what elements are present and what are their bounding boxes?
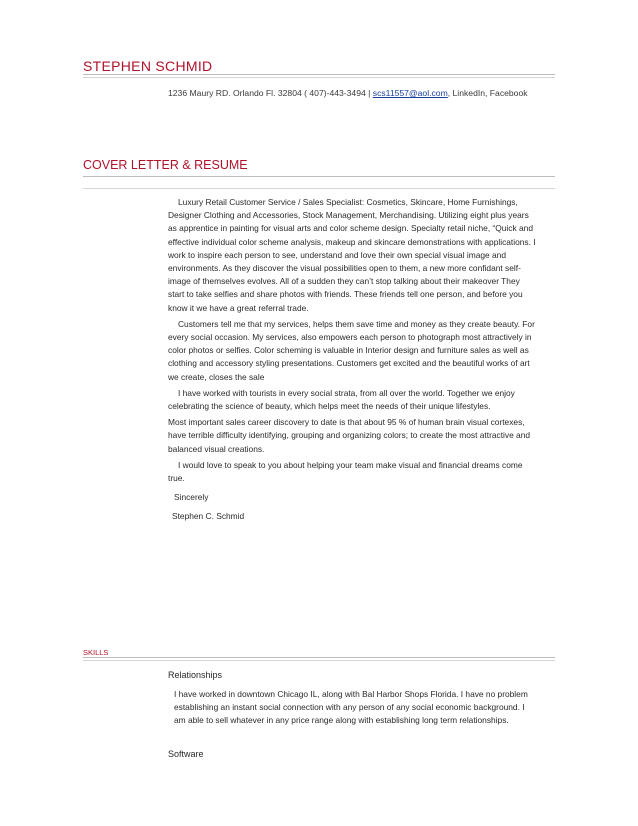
letter-paragraph: Luxury Retail Customer Service / Sales Specialist: Cosmetics, Skincare, Home Furnishings, Designer Clothing and Accessories, Stock Management, Merchandising. Utilizing eight plus years as apprentice in painting for visual arts and color scheme design. Specialty retail niche, “Quick and effective individual color scheme analysis, makeup and skincare demonstrations with applications. I work to inspire each person to see, understand and love their own special visual image and environments. As they discover the visual possibilities open to them, a new more confidant self-image of themselves evolves. All of a sudden they can’t stop talking about their makeover They start to take selfies and share photos with friends. These friends tell one person, and before you know it we have a great referral trade. [168, 197, 536, 313]
letter-paragraph: Most important sales career discovery to date is that about 95 % of human brain visual cortexes, have terrible difficulty identifying, grouping and organizing colors; to create the most attractive and balanced visual creations. [168, 417, 531, 454]
cover-letter-divider-top [83, 176, 555, 177]
header-divider-top [83, 74, 555, 75]
relationships-text: I have worked in downtown Chicago IL, along with Bal Harbor Shops Florida. I have no problem establishing an instant social connection with any person of any social economic background. I am able to sell whatever in any price range along with establishing long term relationships. [174, 689, 528, 726]
skills-divider-top [83, 657, 555, 658]
contact-address: 1236 Maury RD. Orlando Fl. 32804 ( 407)-443-3494 | [168, 88, 371, 98]
letter-paragraph: I have worked with tourists in every social strata, from all over the world. Together we enjoy celebrating the science of beauty, which helps meet the needs of their unique lifestyles. [168, 387, 515, 412]
letter-paragraph: Customers tell me that my services, helps them save time and money as they create beauty. For every social occasion. My services, also empowers each person to photograph most attractively in color photos or selfies. Color scheming is valuable in Interior design and furniture sales as well as clothing and accessory styling presentations. Customers get excited and the beautiful works of art we create, closes the sale [168, 318, 535, 382]
cover-letter-title: COVER LETTER & RESUME [83, 158, 248, 172]
header-divider-bottom [83, 77, 555, 78]
skills-title: SKILLS [83, 648, 109, 657]
letter-closing: Sincerely [174, 492, 209, 503]
relationships-section [174, 688, 530, 728]
skills-divider-bottom [83, 660, 555, 661]
letter-paragraph: I would love to speak to you about helping your team make visual and financial dreams come true. [168, 459, 523, 484]
cover-letter-divider-bottom [83, 188, 555, 189]
email-link[interactable]: scs11557@aol.com [372, 88, 448, 98]
candidate-name: STEPHEN SCHMID [83, 58, 213, 74]
contact-info [168, 86, 540, 100]
cover-letter-body [168, 196, 538, 524]
letter-signature: Stephen C. Schmid [172, 511, 245, 522]
contact-social: , LinkedIn, Facebook [447, 88, 528, 98]
relationships-heading: Relationships [168, 670, 223, 680]
software-heading: Software [168, 749, 204, 759]
